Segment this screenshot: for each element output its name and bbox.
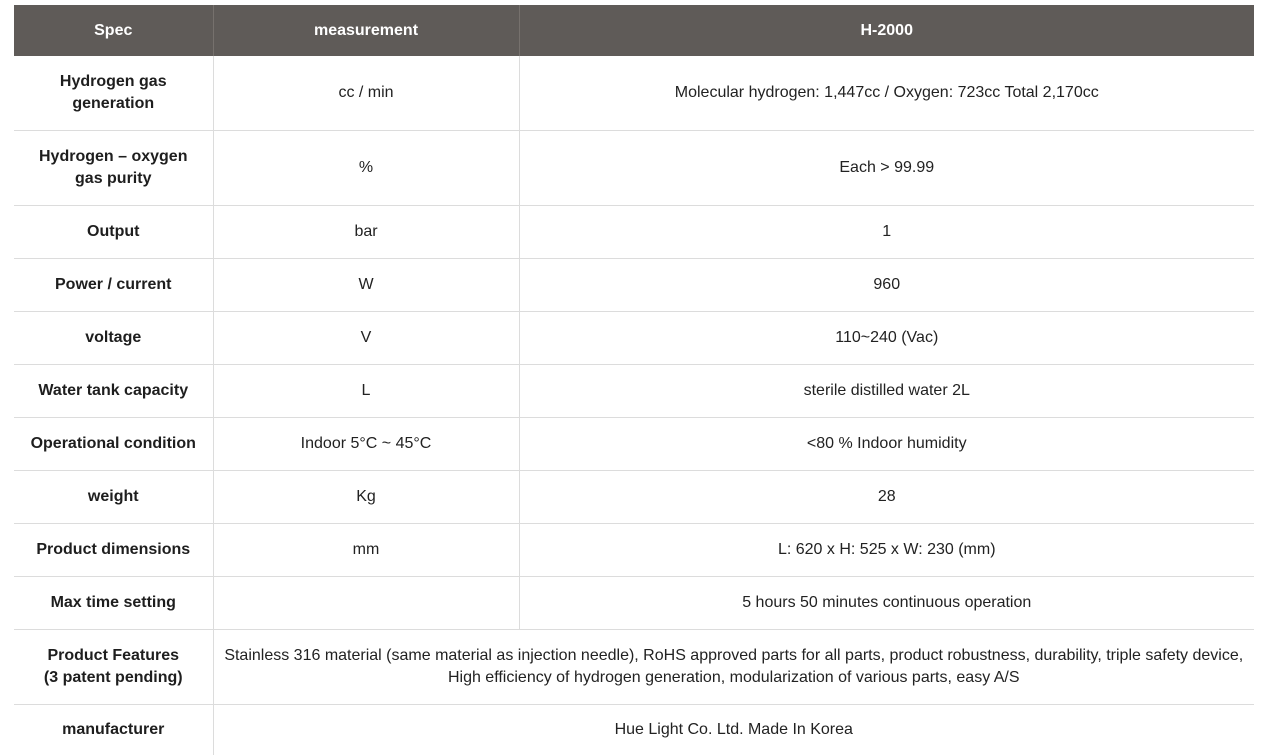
- table-row: [14, 705, 1254, 756]
- spec-value: 5 hours 50 minutes continuous operation: [519, 577, 1254, 630]
- spec-unit: W: [213, 259, 519, 312]
- spec-value: 960: [519, 259, 1254, 312]
- spec-unit: V: [213, 312, 519, 365]
- table-header-row: [14, 5, 1254, 56]
- spec-value: Molecular hydrogen: 1,447cc / Oxygen: 723cc Total 2,170cc: [519, 56, 1254, 131]
- table-row: [14, 131, 1254, 206]
- table-row: [14, 524, 1254, 577]
- spec-unit: cc / min: [213, 56, 519, 131]
- spec-value: Stainless 316 material (same material as injection needle), RoHS approved parts for all parts, product robustness, durability, triple safety device, High efficiency of hydrogen generation, modularization of various parts, easy A/S: [213, 630, 1254, 705]
- spec-name: Hydrogen gas generation: [14, 56, 213, 131]
- spec-name: Water tank capacity: [14, 365, 213, 418]
- spec-name: Max time setting: [14, 577, 213, 630]
- spec-value: Each > 99.99: [519, 131, 1254, 206]
- table-row: [14, 206, 1254, 259]
- table-row: [14, 259, 1254, 312]
- spec-unit: Kg: [213, 471, 519, 524]
- spec-value: Hue Light Co. Ltd. Made In Korea: [614, 721, 853, 738]
- spec-name: Product Features (3 patent pending): [14, 630, 213, 705]
- spec-name: voltage: [14, 312, 213, 365]
- spec-unit: Indoor 5°C ~ 45°C: [213, 418, 519, 471]
- spec-name: Power / current: [14, 259, 213, 312]
- spec-name: weight: [14, 471, 213, 524]
- spec-value: 110~240 (Vac): [519, 312, 1254, 365]
- table-row: [14, 630, 1254, 705]
- spec-name: Output: [14, 206, 213, 259]
- spec-name: Product dimensions: [14, 524, 213, 577]
- spec-unit: L: [213, 365, 519, 418]
- spec-value: <80 % Indoor humidity: [519, 418, 1254, 471]
- header-model: H-2000: [519, 5, 1254, 56]
- spec-value: 1: [519, 206, 1254, 259]
- table-row: [14, 471, 1254, 524]
- table-row: [14, 56, 1254, 131]
- table-row: [14, 365, 1254, 418]
- spec-name: Operational condition: [14, 418, 213, 471]
- spec-unit: bar: [213, 206, 519, 259]
- table-row: [14, 312, 1254, 365]
- table-row: [14, 577, 1254, 630]
- spec-unit: [213, 577, 519, 630]
- spec-name: manufacturer: [14, 705, 213, 756]
- header-spec: Spec: [14, 5, 213, 56]
- spec-table: [14, 5, 1254, 755]
- header-measurement: measurement: [213, 5, 519, 56]
- spec-value: L: 620 x H: 525 x W: 230 (mm): [519, 524, 1254, 577]
- spec-unit: %: [213, 131, 519, 206]
- spec-value: sterile distilled water 2L: [519, 365, 1254, 418]
- table-row: [14, 418, 1254, 471]
- spec-value: 28: [519, 471, 1254, 524]
- spec-unit: mm: [213, 524, 519, 577]
- spec-name: Hydrogen – oxygen gas purity: [14, 131, 213, 206]
